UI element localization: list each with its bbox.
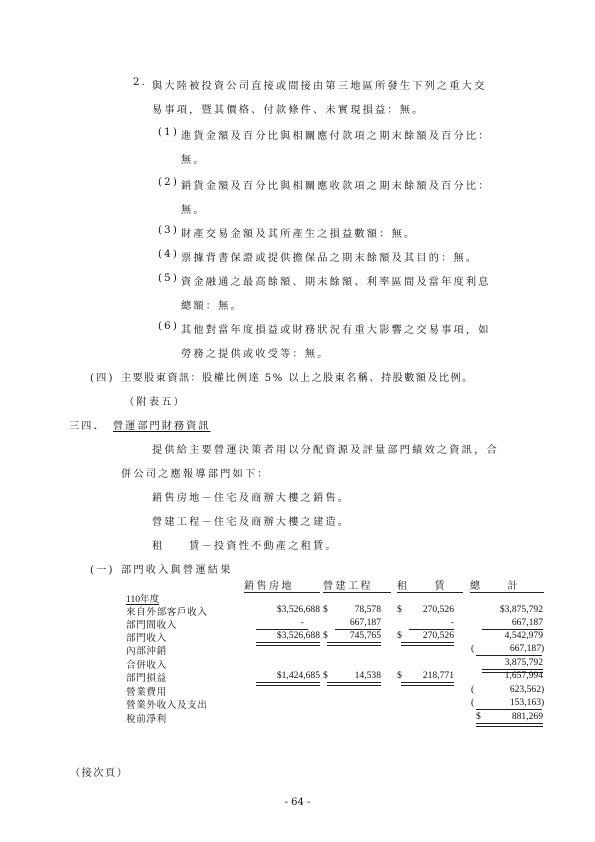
cell-construction-currency: $ — [323, 630, 328, 641]
cell-construction: 14,538 — [354, 670, 381, 681]
item-2-line2: 易事項，暨其價格、付款條件、未實現損益：無。 — [152, 105, 425, 116]
page-number: - 64 - — [284, 797, 311, 808]
row-label: 合併收入 — [126, 660, 167, 671]
cell-sales: - — [300, 617, 304, 628]
double-underline-total-row9 — [476, 723, 543, 727]
row-label: 來自外部客戶收入 — [126, 607, 208, 618]
cell-total: 153,163 — [509, 697, 541, 708]
cell-leasing: 218,771 — [422, 670, 454, 681]
section-34-title: 營運部門財務資訊 — [113, 421, 211, 432]
row-label: 營業外收入及支出 — [126, 700, 208, 711]
sub-6-line1: 其他對當年度損益或財務狀況有重大影響之交易事項，如 — [181, 325, 491, 336]
cell-construction: 78,578 — [354, 604, 381, 615]
row-label: 部門損益 — [126, 673, 167, 684]
cell-leasing-currency: $ — [397, 670, 402, 681]
segment-construction: 營建工程－住宅及商辦大樓之建造。 — [152, 517, 351, 528]
cell-total: 881,269 — [511, 711, 543, 722]
year-label: 110年度 — [126, 594, 160, 605]
segment-leasing: 租 賃－投資性不動產之租賃。 — [152, 541, 338, 552]
segment-sales: 銷售房地－住宅及商辦大樓之銷售。 — [152, 493, 351, 504]
table-row — [0, 684, 595, 697]
cell-leasing: - — [450, 617, 454, 628]
cell-sales: $1,424,685 — [276, 670, 320, 681]
cell-construction: 667,187 — [349, 617, 381, 628]
row-label: 部門間收入 — [126, 620, 177, 631]
item-4-number: (四) — [90, 373, 115, 384]
sub-3-line1: 財產交易金額及其所產生之損益數額：無。 — [181, 229, 417, 240]
open-paren: ( — [471, 697, 475, 708]
row-label: 部門收入 — [126, 633, 167, 644]
sub-5-line1: 資金融通之最高餘額、期末餘額、利率區間及當年度利息 — [181, 277, 491, 288]
cell-total: 4,542,979 — [504, 630, 543, 641]
item-2-number: 2. — [133, 77, 148, 88]
cell-total: 3,875,792 — [504, 657, 543, 668]
cell-total: $3,875,792 — [499, 604, 543, 615]
row-label: 稅前淨利 — [126, 714, 167, 725]
cell-total: 1,657,994 — [504, 670, 543, 681]
cell-leasing: 270,526 — [422, 604, 454, 615]
sub-4-number: (4) — [158, 249, 180, 260]
sub-section-1-title: 部門收入與營運結果 — [121, 565, 233, 576]
close-paren: ) — [541, 684, 545, 695]
section-34-para-line1: 提供給主要營運決策者用以分配資源及評量部門績效之資訊，合 — [152, 445, 499, 456]
header-sales: 銷售房地 — [244, 577, 320, 593]
open-paren: ( — [471, 684, 475, 695]
cell-leasing: 270,526 — [422, 630, 454, 641]
cell-sales: $3,526,688 — [276, 630, 320, 641]
sub-1-line1: 進貨金額及百分比與相關應付款項之期末餘額及百分比： — [181, 131, 491, 142]
underline-total-row8 — [476, 709, 542, 710]
cell-sales: $3,526,688 — [276, 604, 320, 615]
section-34-number: 三四、 — [69, 421, 106, 432]
cell-total-currency: $ — [476, 711, 481, 722]
sub-3-number: (3) — [158, 225, 180, 236]
section-34-para-line2: 併公司之應報導部門如下： — [121, 469, 270, 480]
row-label: 內部沖銷 — [126, 646, 167, 657]
row-label: 營業費用 — [126, 687, 167, 698]
continued-note: （接次頁） — [70, 768, 129, 779]
sub-2-number: (2) — [158, 177, 180, 188]
underline-total-row4 — [476, 655, 542, 656]
table-row — [0, 604, 595, 617]
sub-6-line2: 勞務之提供或收受等：無。 — [181, 349, 330, 360]
cell-construction: 745,765 — [349, 630, 381, 641]
close-paren: ) — [541, 643, 545, 654]
cell-leasing-currency: $ — [397, 604, 402, 615]
sub-2-line2: 無。 — [181, 205, 206, 216]
cell-total: 623,562 — [509, 684, 541, 695]
item-2-line1: 與大陸被投資公司直接或間接由第三地區所發生下列之重大交 — [152, 81, 487, 92]
header-leasing: 租 賃 — [397, 577, 463, 593]
cell-total: 667,187 — [509, 643, 541, 654]
open-paren: ( — [471, 643, 475, 654]
sub-1-line2: 無。 — [181, 155, 206, 166]
sub-6-number: (6) — [158, 321, 180, 332]
header-construction: 營建工程 — [323, 577, 391, 593]
sub-5-number: (5) — [158, 273, 180, 284]
item-4-text: 主要股東資訊：股權比例達 5% 以上之股東名稱、持股數額及比例。 — [121, 373, 474, 384]
cell-leasing-currency: $ — [397, 630, 402, 641]
sub-1-number: (1) — [158, 127, 180, 138]
cell-total: 667,187 — [511, 617, 543, 628]
cell-construction-currency: $ — [323, 670, 328, 681]
sub-section-1-number: (一) — [90, 565, 115, 576]
item-4-note: （附表五） — [124, 397, 186, 408]
close-paren: ) — [541, 697, 545, 708]
sub-4-line1: 票據背書保證或提供擔保品之期末餘額及其目的：無。 — [181, 253, 479, 264]
header-total: 總 計 — [470, 577, 544, 593]
cell-construction-currency: $ — [323, 604, 328, 615]
sub-2-line1: 銷貨金額及百分比與相關應收款項之期末餘額及百分比： — [181, 181, 491, 192]
sub-5-line2: 總額：無。 — [181, 301, 243, 312]
